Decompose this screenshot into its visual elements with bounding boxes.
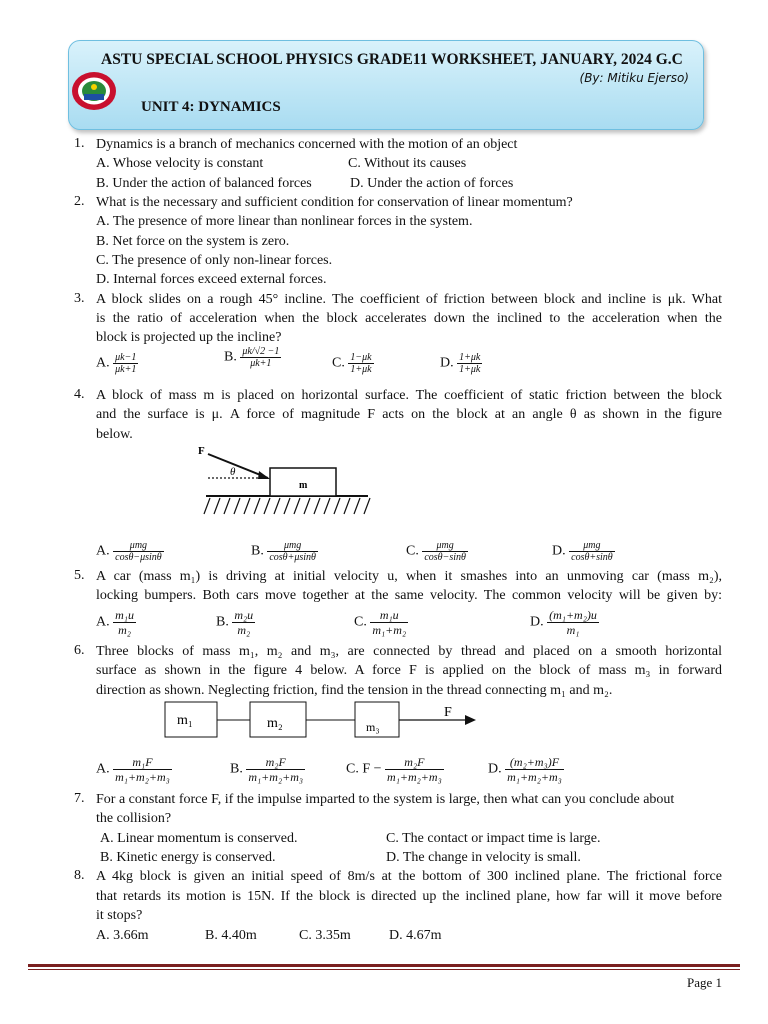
q1-text: Dynamics is a branch of mechanics concerned with the motion of an object <box>96 137 518 152</box>
q3-a-num: μk−1 <box>115 352 137 363</box>
q5-c-num: m₁u <box>370 608 408 623</box>
q5-c-label: C. <box>354 614 367 630</box>
q5-b-label: B. <box>216 614 229 630</box>
q2-option-b: B. Net force on the system is zero. <box>96 234 290 249</box>
q6-option-a <box>96 755 172 784</box>
q4-line-3: below. <box>96 427 133 442</box>
q4-a-num: μmg <box>113 540 164 552</box>
q6-d-label: D. <box>488 761 502 777</box>
q5-number: 5. <box>74 568 85 583</box>
q3-line-1: A block slides on a rough 45° incline. The coefficient of friction between block and incline is μk. What <box>96 292 722 307</box>
q6-c-den: m₁+m₂+m₃ <box>387 770 442 784</box>
q6-d-num: (m₂+m₃)F <box>505 755 564 770</box>
q6-figure <box>160 700 490 742</box>
q5-b-num: m₂u <box>234 608 254 622</box>
q8-number: 8. <box>74 868 85 883</box>
q4-b-label: B. <box>251 543 264 559</box>
q2-option-a: A. The presence of more linear than nonlinear forces in the system. <box>96 214 473 229</box>
q7-line-2: the collision? <box>96 811 172 826</box>
worksheet-header <box>68 40 704 130</box>
q4-number: 4. <box>74 387 85 402</box>
q4-a-den: cosθ−μsinθ <box>115 552 162 563</box>
unit-title: UNIT 4: DYNAMICS <box>141 99 281 115</box>
q4-option-a <box>96 540 164 563</box>
q3-number: 3. <box>74 291 85 306</box>
q4-line-2: and the surface is μ. A force of magnitude F acts on the block at an angle θ as shown in the figure <box>96 407 722 422</box>
q2-text: What is the necessary and sufficient condition for conservation of linear momentum? <box>96 195 573 210</box>
q3-b-label: B. <box>224 349 237 365</box>
q6-b-den: m₁+m₂+m₃ <box>248 770 304 784</box>
q6-line-1: Three blocks of mass m₁, m₂ and m₃, are connected by thread and placed on a smooth horizontal <box>96 644 722 659</box>
footer-rule <box>28 964 740 967</box>
q1-option-b: B. Under the action of balanced forces <box>96 176 312 191</box>
q3-b-num: μk/√2 −1 <box>242 346 280 357</box>
q5-option-b <box>216 608 255 637</box>
q4-b-num: μmg <box>267 540 318 552</box>
worksheet-author: (By: Mitiku Ejerso) <box>579 71 689 85</box>
q4-c-den: cosθ−sinθ <box>424 552 466 563</box>
school-logo <box>70 70 116 110</box>
q6-d-den: m₁+m₂+m₃ <box>507 770 562 784</box>
q3-line-2: is the ratio of acceleration when the block accelerates down the inclined to the acceleration when the <box>96 311 722 326</box>
worksheet-title: ASTU SPECIAL SCHOOL PHYSICS GRADE11 WORKSHEET, JANUARY, 2024 G.C <box>101 51 683 68</box>
q8-option-d: D. 4.67m <box>389 928 442 943</box>
q4-fig-theta-label: θ <box>230 466 236 478</box>
q3-option-c <box>332 352 374 375</box>
q4-c-label: C. <box>406 543 419 559</box>
q6-c-num: m₂F <box>385 755 444 770</box>
q7-option-b: B. Kinetic energy is conserved. <box>100 850 276 865</box>
q5-d-num: (m₁+m₂)u <box>549 608 597 622</box>
q3-c-label: C. <box>332 355 345 371</box>
q6-option-d <box>488 755 564 784</box>
q1-number: 1. <box>74 136 85 151</box>
q5-c-den: m₁+m₂ <box>372 623 407 637</box>
q6-b-num: m₂F <box>246 755 305 770</box>
q5-line-2: locking bumpers. Both cars move together at the same velocity. The common velocity will be given by: <box>96 588 722 603</box>
q7-option-c: C. The contact or impact time is large. <box>386 831 601 846</box>
q3-a-den: μk+1 <box>115 364 137 375</box>
q8-line-1: A 4kg block is given an initial speed of 8m/s at the bottom of 300 inclined plane. The frictional force <box>96 869 722 884</box>
q5-a-num: m₁u <box>115 608 134 622</box>
q6-b-label: B. <box>230 761 243 777</box>
q3-c-den: 1+μk <box>350 364 372 375</box>
q2-number: 2. <box>74 194 85 209</box>
q2-option-c: C. The presence of only non-linear forces. <box>96 253 333 268</box>
q4-d-num: μmg <box>569 540 615 552</box>
q3-line-3: block is projected up the incline? <box>96 330 282 345</box>
q5-d-den: m₁ <box>566 623 580 637</box>
q5-b-den: m₂ <box>237 623 251 637</box>
q6-fig-force-label: F <box>444 705 452 720</box>
q6-line-3: direction as shown. Neglecting friction, find the tension in the thread connecting m₁ and m₂. <box>96 683 613 698</box>
q4-b-den: cosθ+μsinθ <box>269 552 316 563</box>
q7-option-a: A. Linear momentum is conserved. <box>100 831 298 846</box>
q4-a-label: A. <box>96 543 110 559</box>
q6-fig-m2-label: m₂ <box>267 716 283 731</box>
q6-option-c <box>346 755 444 784</box>
q6-fig-m3-label: m₃ <box>366 720 380 734</box>
q8-option-c: C. 3.35m <box>299 928 351 943</box>
q5-d-label: D. <box>530 614 544 630</box>
q7-option-d: D. The change in velocity is small. <box>386 850 581 865</box>
q2-option-d: D. Internal forces exceed external forces. <box>96 272 327 287</box>
q4-option-d <box>552 540 615 563</box>
q6-fig-m1-label: m₁ <box>177 713 193 728</box>
q4-d-den: cosθ+sinθ <box>571 552 613 563</box>
q6-c-label: C. F − <box>346 761 382 777</box>
q6-a-label: A. <box>96 761 110 777</box>
q3-option-b <box>224 346 281 369</box>
q5-option-a <box>96 608 136 637</box>
q6-line-2: surface as shown in the figure 4 below. A force F is applied on the block of mass m₃ in forward <box>96 663 722 678</box>
q6-number: 6. <box>74 643 85 658</box>
q5-option-c <box>354 608 408 637</box>
q4-c-num: μmg <box>422 540 468 552</box>
q4-option-b <box>251 540 318 563</box>
q7-number: 7. <box>74 791 85 806</box>
q8-option-a: A. 3.66m <box>96 928 149 943</box>
q4-figure <box>196 442 376 522</box>
q5-a-label: A. <box>96 614 110 630</box>
q1-option-a: A. Whose velocity is constant <box>96 156 264 171</box>
q8-option-b: B. 4.40m <box>205 928 257 943</box>
q6-a-num: m₁F <box>113 755 172 770</box>
q6-a-den: m₁+m₂+m₃ <box>115 770 170 784</box>
q5-a-den: m₂ <box>118 623 131 637</box>
q3-b-den: μk+1 <box>250 358 272 369</box>
q6-option-b <box>230 755 305 784</box>
q8-line-2: that retards its motion is 15N. If the block is directed up the inclined plane, how far will it move before <box>96 889 722 904</box>
page-number: Page 1 <box>686 975 722 990</box>
q4-fig-mass-label: m <box>299 480 308 491</box>
q8-line-3: it stops? <box>96 908 143 923</box>
q5-option-d <box>530 608 599 637</box>
q5-line-1: A car (mass m₁) is driving at initial velocity u, when it smashes into an unmoving car (mass m₂), <box>96 569 722 584</box>
footer-rule-thin <box>28 969 740 970</box>
q3-d-num: 1+μk <box>459 352 481 363</box>
q3-option-d <box>440 352 482 375</box>
q3-option-a <box>96 352 138 375</box>
q3-a-label: A. <box>96 355 110 371</box>
q4-option-c <box>406 540 468 563</box>
q4-line-1: A block of mass m is placed on horizontal surface. The coefficient of static friction between the block <box>96 388 722 403</box>
q3-c-num: 1−μk <box>350 352 372 363</box>
q4-fig-force-label: F <box>198 445 205 457</box>
q4-d-label: D. <box>552 543 566 559</box>
q1-option-c: C. Without its causes <box>348 156 467 171</box>
q7-line-1: For a constant force F, if the impulse imparted to the system is large, then what can you conclude about <box>96 792 675 807</box>
q3-d-label: D. <box>440 355 454 371</box>
q1-option-d: D. Under the action of forces <box>350 176 514 191</box>
q3-d-den: 1+μk <box>459 364 481 375</box>
